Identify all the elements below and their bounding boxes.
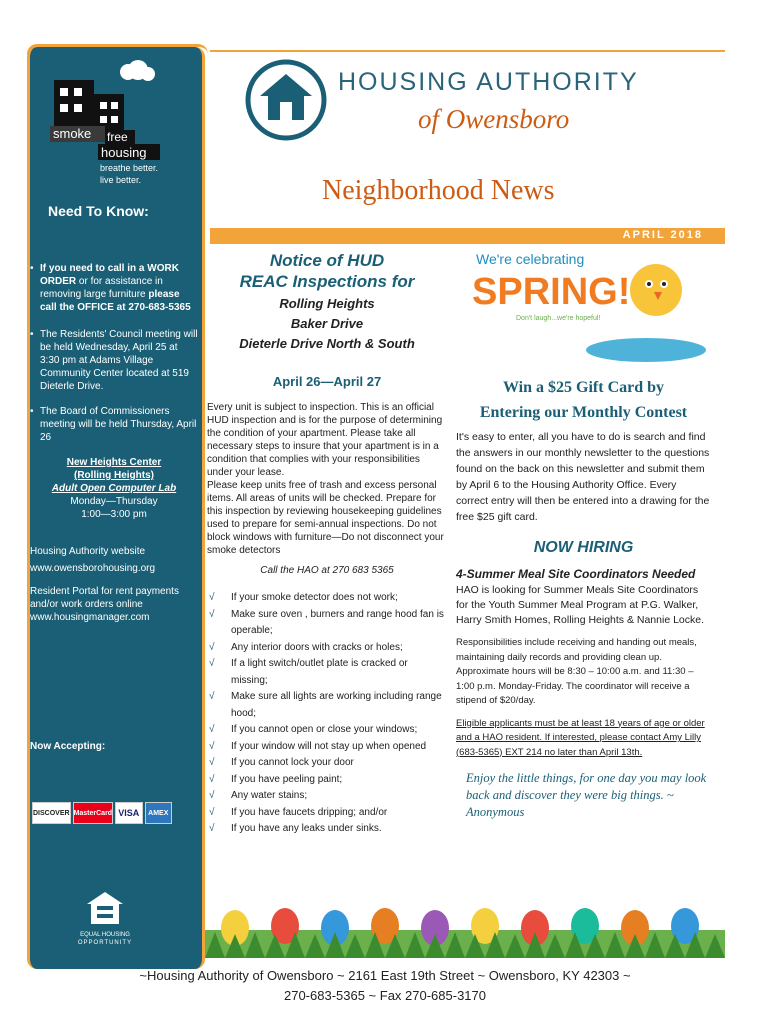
housing-word: housing	[101, 145, 147, 160]
location-3: Dieterle Drive North & South	[239, 336, 415, 351]
org-subtitle: of Owensboro	[418, 104, 570, 134]
checklist-item: √ If a light switch/outlet plate is cracked or missing;	[207, 656, 447, 689]
checklist-item: √ Any water stains;	[207, 788, 447, 805]
header-rule	[210, 50, 725, 52]
inspection-dates: April 26—April 27	[272, 374, 382, 389]
gift-title-1: Win a $25 Gift Card by	[502, 379, 665, 396]
eho-line2: OPPORTUNITY	[77, 940, 133, 946]
notice-title-1: Notice of HUD	[269, 251, 385, 270]
tagline-1: breathe better.	[100, 163, 159, 173]
checklist-item: √ Make sure all lights are working including range hood;	[207, 689, 447, 722]
spring-graphic	[456, 250, 711, 370]
portal-url[interactable]: www.housingmanager.com	[30, 612, 150, 623]
smoke-word: smoke	[53, 126, 92, 141]
portal-label: Resident Portal for rent payments and/or work orders online	[30, 586, 179, 610]
equal-housing-logo	[70, 890, 140, 950]
inspection-column	[207, 250, 447, 838]
call-hao: Call the HAO at 270 683 5365	[260, 565, 394, 576]
website-url[interactable]: www.owensborohousing.org	[30, 563, 156, 574]
discover-card-icon: DISCOVER	[32, 802, 71, 824]
center-title-3: Adult Open Computer Lab	[51, 483, 177, 494]
inspection-body-1: Every unit is subject to inspection. This is an official HUD inspection and is for the purpose of determining the condition of your apartment. Please take all necessary steps to insure that your apartment is in a condition that complies with your responsibilities under your lease.	[207, 402, 443, 478]
gift-body: It's easy to enter, all you have to do is search and find the answers in our monthly newsletter to the questions found on the back on this newsletter and submit them by April 6 to the Housing Authority Office. Every correct entry will then be entered into a drawing for the free $25 gift card.	[456, 431, 710, 523]
checklist-item: √ Make sure oven , burners and range hood fan is operable;	[207, 607, 447, 640]
date-bar	[210, 228, 725, 244]
inspection-body-2: Please keep units free of trash and excess personal items. All areas of units will be checked. Prepare for this inspection by reviewing housekeeping guidelines used to prepare for semi-annual inspections. Do not block windows with furniture—Do not disconnect your smoke detectors	[207, 480, 444, 556]
bullet1-text: or for assistance in removing large furniture	[40, 276, 163, 300]
checklist-item: √ If your window will not stay up when opened	[207, 739, 447, 756]
house-icon	[85, 890, 125, 926]
chick-icon	[630, 264, 682, 316]
smoke-free-logo	[50, 60, 180, 190]
center-days: Monday—Thursday	[70, 496, 158, 507]
bullet-board-meeting: • The Board of Commissioners meeting will be held Thursday, April 26	[30, 405, 198, 444]
checklist-item: √ Any interior doors with cracks or holes;	[207, 640, 447, 657]
spring-tag: Don't laugh...we're hopeful!	[516, 315, 601, 322]
bullet1-bold2: WORK ORDER	[40, 263, 179, 287]
footer-line-2: 270-683-5365 ~ Fax 270-685-3170	[283, 988, 486, 1003]
footer-line-1: ~Housing Authority of Owensboro ~ 2161 East 19th Street ~ Owensboro, KY 42303 ~	[139, 968, 631, 983]
newsletter-title: Neighborhood News	[322, 175, 555, 206]
easter-eggs-banner	[205, 888, 725, 958]
quote: Enjoy the little things, for one day you may look back and discover they were big things. ~ Anonymous	[466, 771, 707, 819]
location-2: Baker Drive	[290, 316, 364, 331]
bullet-work-order	[30, 262, 198, 314]
checklist-item: √ If your smoke detector does not work;	[207, 590, 447, 607]
checklist-item: √ If you have any leaks under sinks.	[207, 821, 447, 838]
housing-authority-logo	[244, 58, 328, 142]
bullet1-bold1: If you need to call in a	[40, 263, 145, 274]
center-hours: 1:00—3:00 pm	[81, 509, 147, 520]
celebrating-text: We're celebrating	[476, 251, 585, 267]
center-title-1: New Heights Center	[66, 457, 162, 468]
center-title-2: (Rolling Heights)	[74, 470, 154, 481]
bullet1-bold3: please call the OFFICE at 270-683-5365	[40, 289, 191, 313]
now-hiring-title: NOW HIRING	[533, 539, 634, 556]
need-to-know-title: Need To Know:	[48, 203, 149, 219]
visa-card-icon: VISA	[115, 802, 142, 824]
checklist-item: √ If you have peeling paint;	[207, 772, 447, 789]
website-label: Housing Authority website	[30, 546, 146, 557]
checklist	[207, 590, 447, 838]
hiring-p3: Eligible applicants must be at least 18 years of age or older and a HAO resident. If interested, please contact Amy Lilly (683-5365) EXT 214 no later than April 13th.	[456, 717, 705, 758]
spring-text: SPRING!	[472, 271, 631, 313]
issue-date: APRIL 2018	[622, 229, 703, 241]
sidebar-bullets	[30, 262, 198, 753]
location-1: Rolling Heights	[279, 296, 375, 311]
org-title: HOUSING AUTHORITY	[338, 68, 639, 96]
role-title: 4-Summer Meal Site Coordinators Needed	[456, 567, 696, 581]
payment-cards	[32, 802, 172, 824]
bullet-residents-council: • The Residents' Council meeting will be held Wednesday, April 25 at 3:30 pm at Adams Village Community Center located at 519 Dieterle Drive.	[30, 328, 198, 393]
amex-card-icon: AMEX	[145, 802, 172, 824]
eho-line1: EQUAL HOUSING	[80, 932, 130, 938]
checklist-item: √ If you cannot open or close your windows;	[207, 722, 447, 739]
now-accepting-label: Now Accepting:	[30, 741, 106, 752]
hiring-p1: HAO is looking for Summer Meals Site Coordinators for the Youth Summer Meal Program at P.G. Walker, Harry Smith Homes, Rolling Heights & Nannie Locke.	[456, 584, 705, 626]
checklist-item: √ If you cannot lock your door	[207, 755, 447, 772]
mastercard-icon: MasterCard	[73, 802, 114, 824]
hiring-p2: Responsibilities include receiving and handing out meals, maintaining daily records and providing clean up. Approximate hours will be 8:30 – 10:00 a.m. and 11:30 – 1:00 p.m. Monday-Friday. The coordinator will receive a stipend of $20/day.	[456, 637, 697, 706]
free-word: free	[107, 130, 128, 144]
checklist-item: √ If you have faucets dripping; and/or	[207, 805, 447, 822]
notice-title-2: REAC Inspections for	[239, 272, 415, 291]
right-column	[456, 250, 711, 821]
footer	[0, 966, 770, 1006]
tagline-2: live better.	[100, 175, 142, 185]
gift-title-2: Entering our Monthly Contest	[479, 404, 688, 421]
